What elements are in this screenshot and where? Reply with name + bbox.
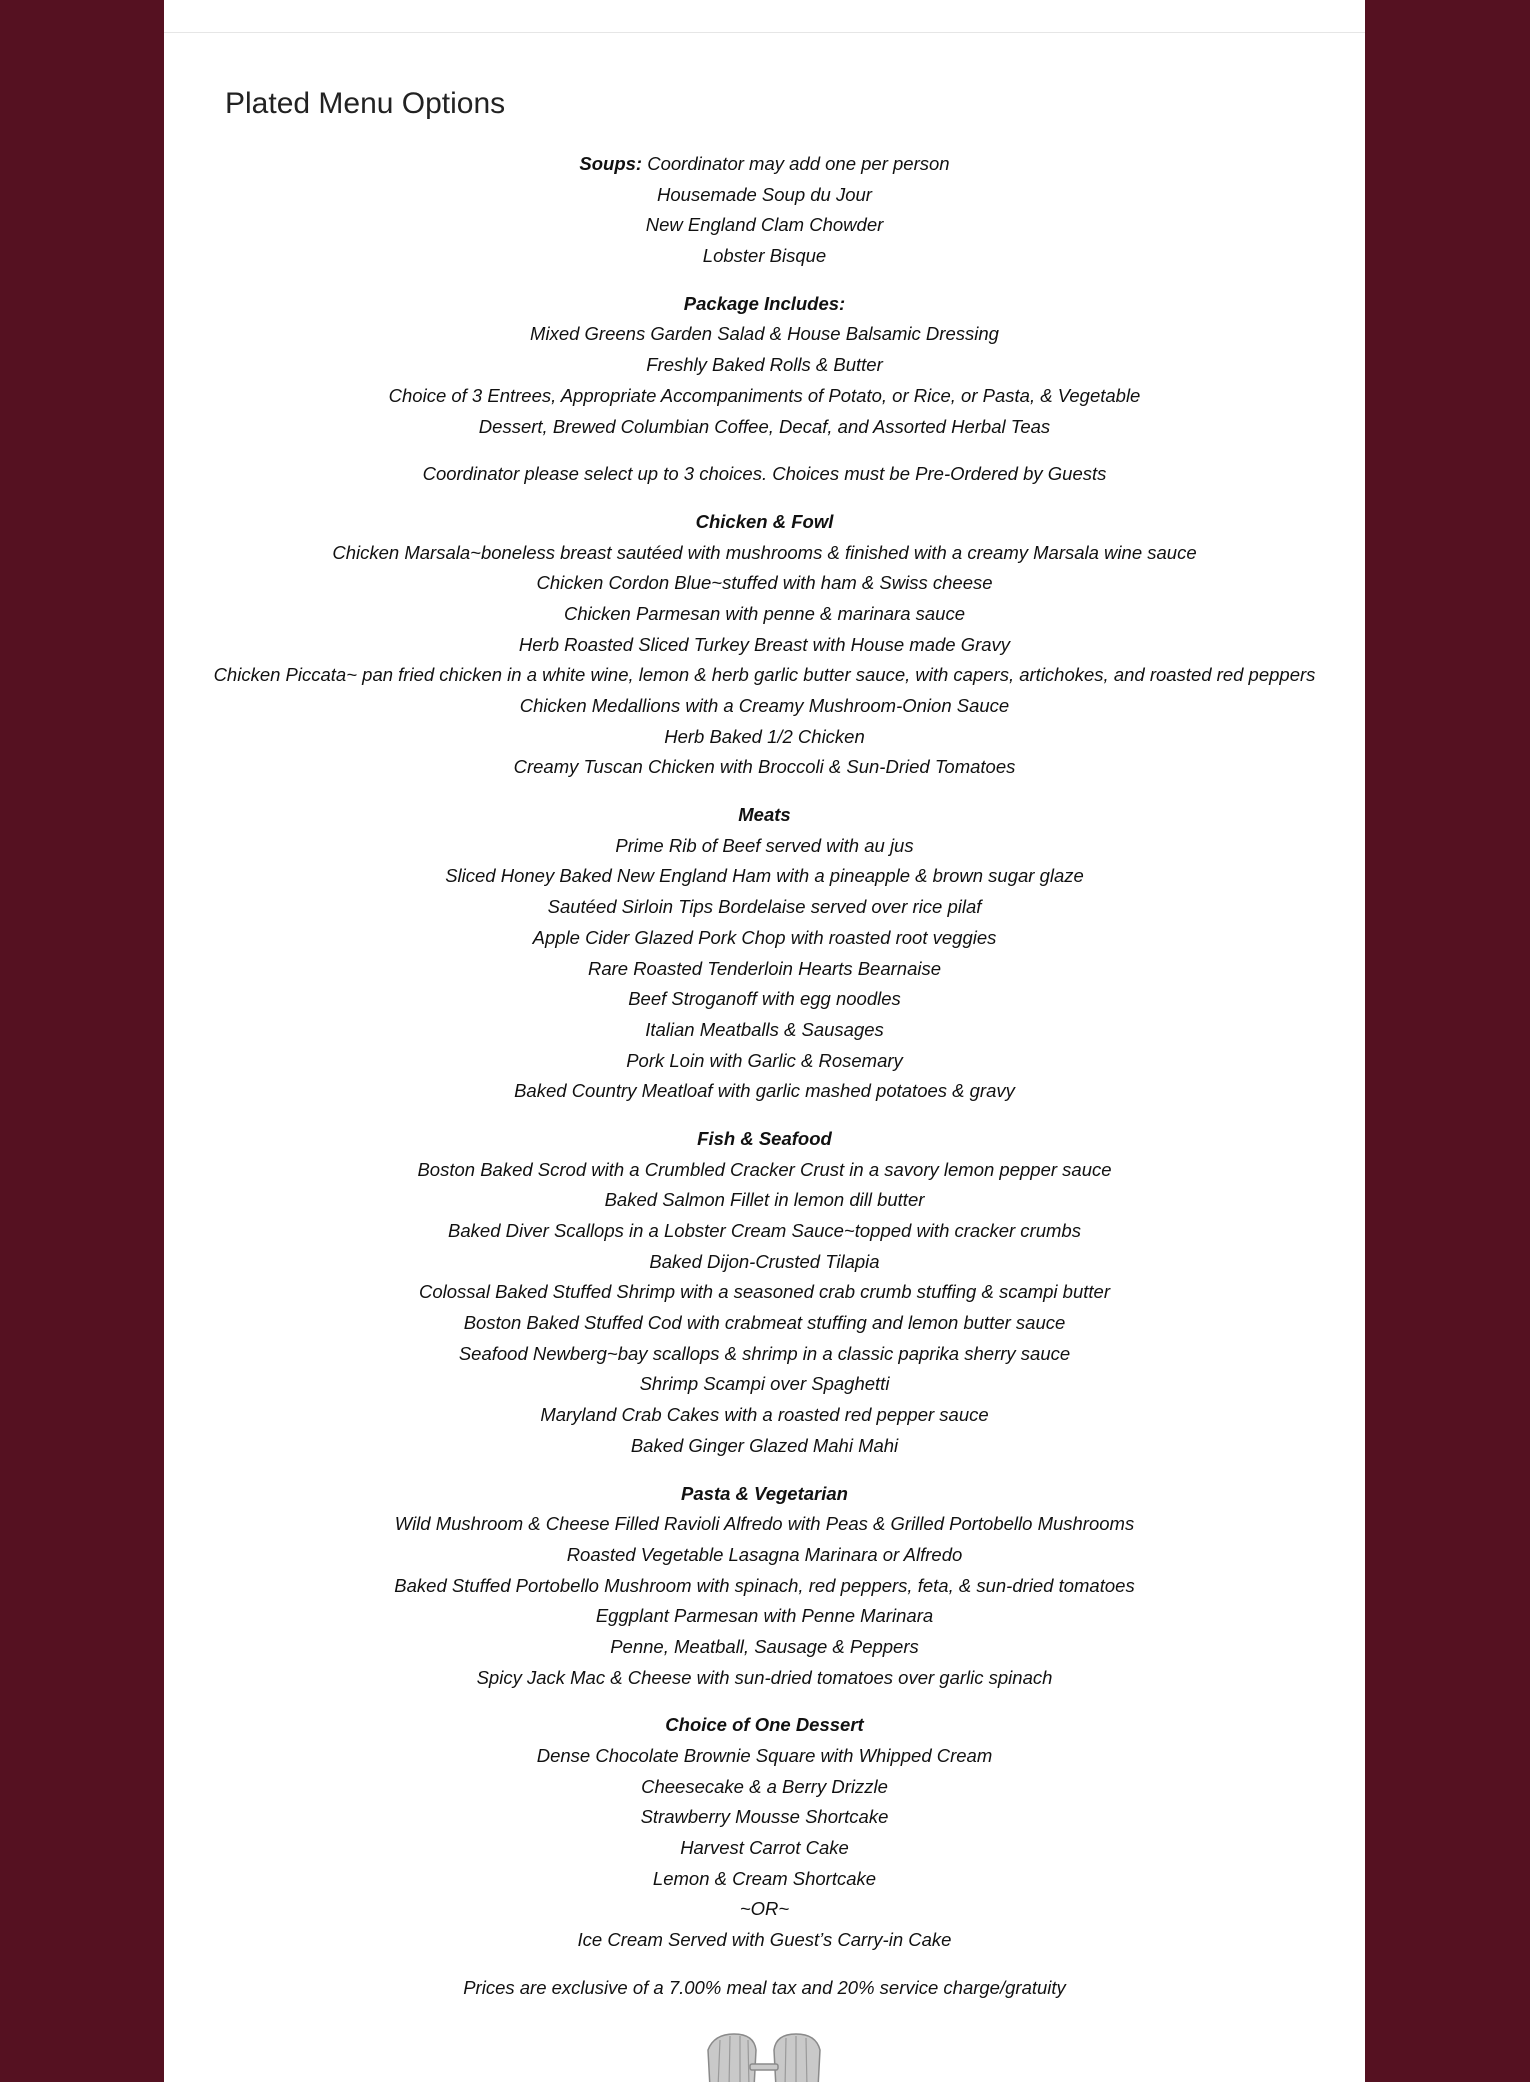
soups-section <box>164 149 1365 272</box>
menu-item: Chicken Marsala~boneless breast sautéed with mushrooms & finished with a creamy Marsala wine sauce <box>332 541 1197 563</box>
menu-item: Baked Ginger Glazed Mahi Mahi <box>630 1434 899 1456</box>
soups-note: Coordinator may add one per person <box>642 153 950 174</box>
section-heading: Package Includes: <box>683 292 846 314</box>
menu-item: Spicy Jack Mac & Cheese with sun-dried tomatoes over garlic spinach <box>476 1666 1053 1688</box>
menu-item: New England Clam Chowder <box>645 214 884 236</box>
menu-item: Dessert, Brewed Columbian Coffee, Decaf, and Assorted Herbal Teas <box>478 415 1051 437</box>
menu-item: Rare Roasted Tenderloin Hearts Bearnaise <box>587 957 942 979</box>
coordinator-note: Coordinator please select up to 3 choices. Choices must be Pre-Ordered by Guests <box>422 463 1107 485</box>
menu-item: Baked Dijon-Crusted Tilapia <box>649 1250 880 1272</box>
soups-label: Soups: <box>579 153 643 174</box>
menu-item: Maryland Crab Cakes with a roasted red pepper sauce <box>540 1404 989 1426</box>
seafood-section <box>164 1124 1365 1462</box>
menu-item: Sautéed Sirloin Tips Bordelaise served over rice pilaf <box>547 896 982 918</box>
menu-item: Harvest Carrot Cake <box>680 1837 849 1859</box>
menu-item: Wild Mushroom & Cheese Filled Ravioli Alfredo with Peas & Grilled Portobello Mushrooms <box>394 1513 1135 1535</box>
menu-item: Shrimp Scampi over Spaghetti <box>639 1373 890 1395</box>
pasta-section <box>164 1479 1365 1694</box>
menu-item: Penne, Meatball, Sausage & Peppers <box>610 1635 919 1657</box>
chicken-section <box>164 507 1365 783</box>
menu-item: Boston Baked Stuffed Cod with crabmeat stuffing and lemon butter sauce <box>463 1312 1066 1334</box>
coordinator-note-section <box>164 459 1365 490</box>
section-heading: Pasta & Vegetarian <box>681 1482 848 1504</box>
menu-item: Housemade Soup du Jour <box>657 183 872 205</box>
menu-item: Chicken Parmesan with penne & marinara sauce <box>563 602 966 624</box>
menu-item: Chicken Cordon Blue~stuffed with ham & Swiss cheese <box>536 572 993 594</box>
adirondack-chairs-icon <box>664 2028 864 2082</box>
dessert-section <box>164 1710 1365 1956</box>
section-heading: Fish & Seafood <box>697 1127 832 1149</box>
menu-item: Roasted Vegetable Lasagna Marinara or Alfredo <box>566 1543 963 1565</box>
prices-section <box>164 1973 1365 2004</box>
menu-item: Creamy Tuscan Chicken with Broccoli & Sun-Dried Tomatoes <box>513 756 1016 778</box>
page-title: Plated Menu Options <box>225 87 506 120</box>
package-section <box>164 289 1365 442</box>
menu-item: Mixed Greens Garden Salad & House Balsamic Dressing <box>530 323 999 345</box>
menu-item: Boston Baked Scrod with a Crumbled Cracker Crust in a savory lemon pepper sauce <box>417 1158 1112 1180</box>
menu-item: Cheesecake & a Berry Drizzle <box>641 1775 888 1797</box>
menu-content <box>164 149 1365 2021</box>
menu-item: Lemon & Cream Shortcake <box>652 1867 877 1889</box>
menu-item: Lobster Bisque <box>702 245 827 267</box>
section-heading: Choice of One Dessert <box>665 1714 864 1736</box>
menu-item: Dense Chocolate Brownie Square with Whipped Cream <box>536 1745 993 1766</box>
menu-item: Eggplant Parmesan with Penne Marinara <box>595 1605 934 1627</box>
menu-item: Herb Baked 1/2 Chicken <box>664 725 865 747</box>
menu-item: Herb Roasted Sliced Turkey Breast with House made Gravy <box>518 633 1011 655</box>
menu-item: Baked Diver Scallops in a Lobster Cream Sauce~topped with cracker crumbs <box>448 1220 1081 1241</box>
menu-item: Pork Loin with Garlic & Rosemary <box>626 1049 903 1071</box>
menu-item: Baked Country Meatloaf with garlic mashed potatoes & gravy <box>514 1080 1015 1102</box>
menu-item: Ice Cream Served with Guest’s Carry-in Cake <box>577 1929 952 1951</box>
menu-item: ~OR~ <box>739 1898 790 1920</box>
meats-section <box>164 800 1365 1107</box>
menu-item: Choice of 3 Entrees, Appropriate Accompaniments of Potato, or Rice, or Pasta, & Vegetable <box>388 384 1141 406</box>
menu-item: Seafood Newberg~bay scallops & shrimp in a classic paprika sherry sauce <box>458 1342 1071 1364</box>
menu-item: Prime Rib of Beef served with au jus <box>615 834 914 856</box>
menu-item: Baked Salmon Fillet in lemon dill butter <box>604 1189 925 1211</box>
soups-intro <box>164 149 1365 180</box>
menu-item: Apple Cider Glazed Pork Chop with roasted root veggies <box>532 926 997 948</box>
prices-note: Prices are exclusive of a 7.00% meal tax and 20% service charge/gratuity <box>463 1976 1066 1998</box>
section-heading: Chicken & Fowl <box>695 510 834 532</box>
header-divider <box>164 32 1365 33</box>
menu-item: Beef Stroganoff with egg noodles <box>628 988 901 1010</box>
menu-item: Chicken Medallions with a Creamy Mushroom-Onion Sauce <box>519 695 1010 716</box>
section-heading: Meats <box>738 804 791 826</box>
menu-item: Colossal Baked Stuffed Shrimp with a seasoned crab crumb stuffing & scampi butter <box>418 1281 1110 1303</box>
menu-item: Strawberry Mousse Shortcake <box>640 1806 889 1828</box>
menu-item: Baked Stuffed Portobello Mushroom with spinach, red peppers, feta, & sun-dried tomatoes <box>394 1574 1135 1596</box>
menu-item: Chicken Piccata~ pan fried chicken in a white wine, lemon & herb garlic butter sauce, with capers, artichokes, and roasted red peppers <box>213 664 1316 686</box>
menu-page <box>164 0 1365 2082</box>
menu-item: Sliced Honey Baked New England Ham with a pineapple & brown sugar glaze <box>445 865 1084 887</box>
menu-item: Italian Meatballs & Sausages <box>645 1018 884 1040</box>
menu-item: Freshly Baked Rolls & Butter <box>646 354 883 376</box>
